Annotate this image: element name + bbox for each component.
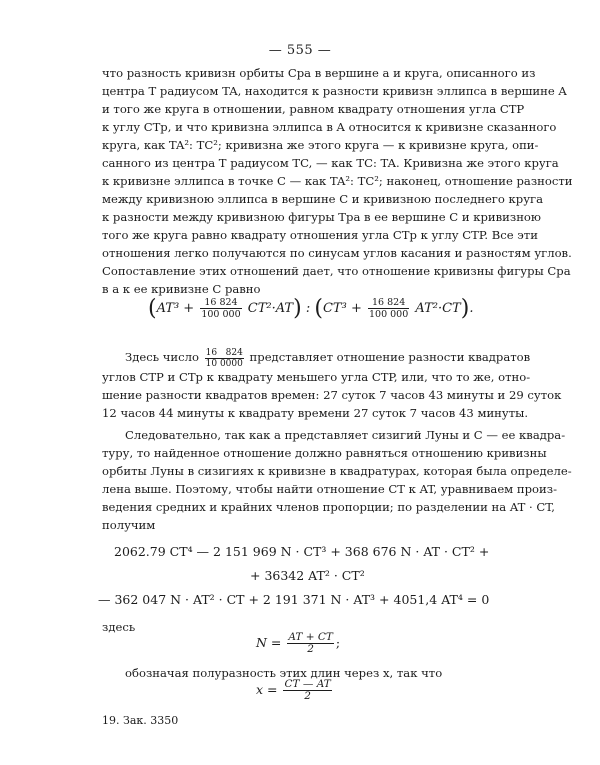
equation-line-2: + 36342 AT² · CT²: [250, 568, 365, 583]
text-line: того же круга равно квадрату отношения угла CTp к углу CTP. Все эти: [102, 228, 538, 242]
text-line: лена выше. Поэтому, чтобы найти отношение CT к AT, уравниваем произ-: [102, 482, 557, 496]
text-line: к кривизне эллипса в точке C — как TA²: TC²; наконец, отношение разности: [102, 174, 573, 188]
text-line: получим: [102, 518, 156, 532]
text-line: шение разности квадратов времен: 27 суток 7 часов 43 минуты и 29 суток: [102, 388, 562, 402]
n-definition-formula: N = $\frac{AT + CT}{2}$ ;: [256, 631, 341, 655]
text-line: к углу CTp, и что кривизна эллипса в A относится к кривизне сказанного: [102, 120, 557, 134]
curvature-ratio-formula: (AT³ + $\frac{16 824}{100 000}$ CT²·AT) : (CT³ + $\frac{16 824}{100 000}$ AT²·CT).: [148, 296, 474, 321]
text-line: туру, то найденное отношение должно равняться отношению кривизны: [102, 446, 547, 460]
text-line: 12 часов 44 минуты к квадрату времени 27 суток 7 часов 43 минуты.: [102, 406, 529, 420]
text-line: углов CTP и CTp к квадрату меньшего угла CTP, или, что то же, отно-: [102, 370, 531, 384]
x-definition-formula: x = $\frac{CT — AT}{2}$: [256, 678, 331, 702]
text-line: в a к ее кривизне C равно: [102, 282, 261, 296]
page-number: — 555 —: [268, 43, 332, 58]
text-line: Следовательно, так как a представляет сизигий Луны и C — ее квадра-: [125, 428, 566, 442]
text-line: ведения средних и крайних членов пропорции; по разделении на AT · CT,: [102, 500, 555, 514]
text-line: отношения легко получаются по синусам углов касания и разностям углов.: [102, 246, 572, 260]
text-line: здесь: [102, 620, 136, 634]
text-line: и того же круга в отношении, равном квадрату отношения угла CTP: [102, 102, 525, 116]
print-footer: 19. Зак. 3350: [102, 714, 179, 727]
text-line: санного из центра T радиусом TC, — как TC: TA. Кривизна же этого круга: [102, 156, 559, 170]
text-line: к разности между кривизною фигуры Tpa в ее вершине C и кривизною: [102, 210, 542, 224]
text-line: между кривизною эллипса в вершине C и кривизною последнего круга: [102, 192, 544, 206]
text-line: обозначая полуразность этих длин через x, так что: [125, 666, 443, 680]
equation-line-1: 2062.79 CT⁴ — 2 151 969 N · CT³ + 368 676 N · AT · CT² +: [114, 544, 490, 559]
text-line: Сопоставление этих отношений дает, что отношение кривизны фигуры Cpa: [102, 264, 571, 278]
text-line: Здесь число $\frac{16 824}{10 0000}$ представляет отношение разности квадратов: [125, 347, 531, 369]
text-line: круга, как TA²: TC²; кривизна же этого круга — к кривизне круга, опи-: [102, 138, 539, 152]
equation-line-3: — 362 047 N · AT² · CT + 2 191 371 N · AT³ + 4051,4 AT⁴ = 0: [98, 592, 490, 607]
text-line: центра T радиусом TA, находится к разности кривизн эллипса в вершине A: [102, 84, 567, 98]
text-line: что разность кривизн орбиты Cpa в вершине a и круга, описанного из: [102, 66, 536, 80]
text-line: орбиты Луны в сизигиях к кривизне в квадратурах, которая была определе-: [102, 464, 572, 478]
